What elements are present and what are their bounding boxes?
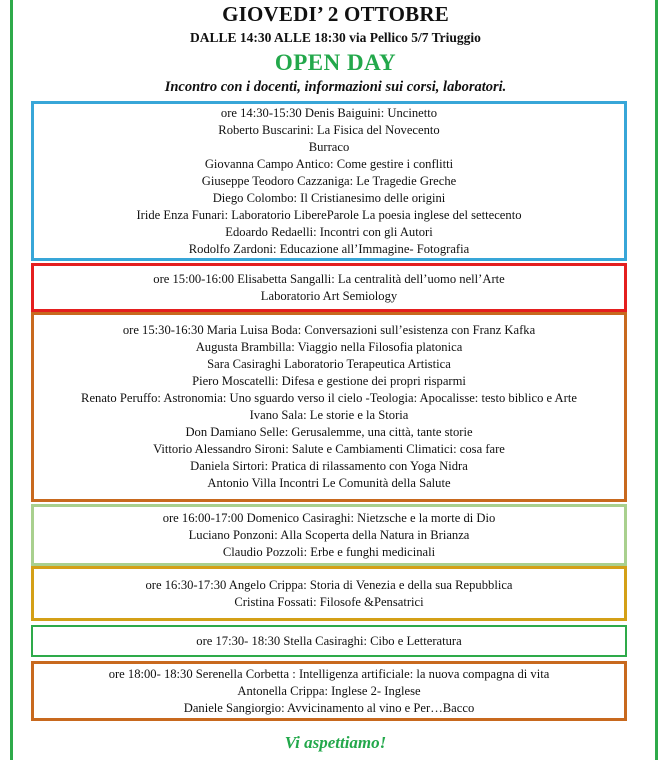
session-line: Roberto Buscarini: La Fisica del Novecento <box>218 122 440 137</box>
session-line: Daniele Sangiorgio: Avvicinamento al vino e Per…Bacco <box>183 700 475 715</box>
session-line: Edoardo Redaelli: Incontri con gli Autori <box>225 224 433 239</box>
page-title: GIOVEDI’ 2 OTTOBRE <box>222 2 449 26</box>
session-line: Antonio Villa Incontri Le Comunità della Salute <box>207 476 451 490</box>
session-line: Sara Casiraghi Laboratorio Terapeutica Artistica <box>207 357 451 371</box>
session-line: ore 16:00-17:00 Domenico Casiraghi: Nietzsche e la morte di Dio <box>162 510 496 525</box>
session-line: Vittorio Alessandro Sironi: Salute e Cambiamenti Climatici: cosa fare <box>153 442 505 456</box>
session-line: Claudio Pozzoli: Erbe e funghi medicinali <box>222 544 436 559</box>
session-block-1630 <box>31 566 627 621</box>
event-time-location: DALLE 14:30 ALLE 18:30 via Pellico 5/7 Triuggio <box>190 30 481 45</box>
session-line: Diego Colombo: Il Cristianesimo delle origini <box>212 190 446 205</box>
session-block-1800 <box>31 661 627 721</box>
session-line: Giuseppe Teodoro Cazzaniga: Le Tragedie Greche <box>201 173 457 188</box>
session-line: Renato Peruffo: Astronomia: Uno sguardo verso il cielo -Teologia: Apocalisse: testo biblico e Arte <box>81 391 577 405</box>
session-block-1500 <box>31 263 627 312</box>
session-line: ore 18:00- 18:30 Serenella Corbetta : Intelligenza artificiale: la nuova compagna di vita <box>108 666 550 681</box>
session-line: Piero Moscatelli: Difesa e gestione dei propri risparmi <box>192 374 466 388</box>
session-line: Augusta Brambilla: Viaggio nella Filosofia platonica <box>195 340 463 354</box>
session-line: ore 16:30-17:30 Angelo Crippa: Storia di Venezia e della sua Repubblica <box>145 577 513 592</box>
session-line: ore 15:00-16:00 Elisabetta Sangalli: La centralità dell’uomo nell’Arte <box>153 271 505 286</box>
session-block-1530 <box>31 312 627 502</box>
session-line: Iride Enza Funari: Laboratorio LibereParole La poesia inglese del settecento <box>136 207 522 222</box>
event-name: OPEN DAY <box>274 50 397 75</box>
session-line: Ivano Sala: Le storie e la Storia <box>249 408 409 422</box>
session-line: Luciano Ponzoni: Alla Scoperta della Natura in Brianza <box>188 527 470 542</box>
session-line: Don Damiano Selle: Gerusalemme, una città, tante storie <box>185 425 473 439</box>
session-line: Daniela Sirtori: Pratica di rilassamento con Yoga Nidra <box>190 459 468 473</box>
session-block-1430 <box>31 101 627 261</box>
session-line: Laboratorio Art Semiology <box>260 288 398 303</box>
session-line: ore 15:30-16:30 Maria Luisa Boda: Conversazioni sull’esistenza con Franz Kafka <box>122 323 536 337</box>
session-block-1730 <box>31 625 627 657</box>
session-line: ore 17:30- 18:30 Stella Casiraghi: Cibo e Letteratura <box>196 633 462 648</box>
session-line: Rodolfo Zardoni: Educazione all’Immagine- Fotografia <box>188 241 470 256</box>
session-block-1600 <box>31 504 627 566</box>
session-line: Antonella Crippa: Inglese 2- Inglese <box>237 683 421 698</box>
session-line: Burraco <box>308 139 350 154</box>
page-frame-left <box>10 0 13 760</box>
session-line: Giovanna Campo Antico: Come gestire i conflitti <box>204 156 454 171</box>
closing-message: Vi aspettiamo! <box>284 733 387 752</box>
session-line: ore 14:30-15:30 Denis Baiguini: Uncinetto <box>220 105 438 120</box>
page-frame-right <box>655 0 658 760</box>
event-tagline: Incontro con i docenti, informazioni sui corsi, laboratori. <box>164 79 507 95</box>
session-line: Cristina Fossati: Filosofe &Pensatrici <box>234 594 424 609</box>
